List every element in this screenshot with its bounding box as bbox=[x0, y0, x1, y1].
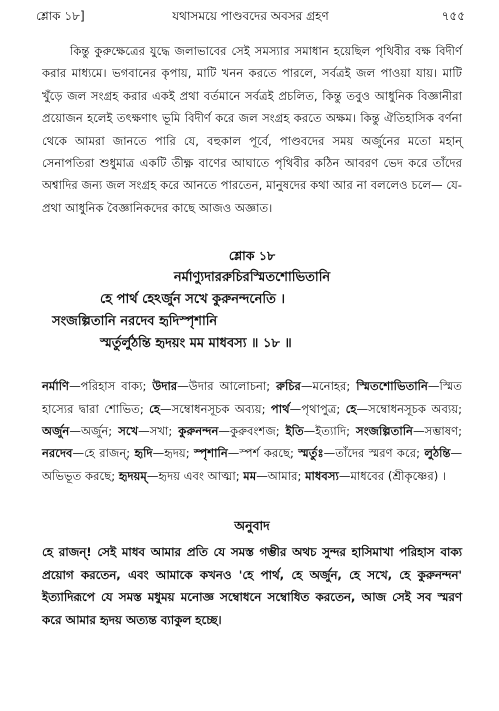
synonym-meaning: পৃথাপুত্র bbox=[301, 401, 337, 416]
verse-line-1: নর্মাণ্যুদাররুচিরস্মিতশোভিতানি bbox=[173, 270, 331, 286]
verse-line-3: সংজল্পিতানি নরদেব হৃদিস্পৃশানি bbox=[52, 314, 218, 330]
synonym-meaning: মাধবের (শ্রীকৃষ্ণের) । bbox=[350, 468, 447, 483]
synonym-word: পার্থ bbox=[270, 401, 290, 416]
synonym-word: অর্জুন bbox=[42, 424, 70, 439]
synonym-meaning: কুরুবংশজ bbox=[230, 424, 276, 439]
synonym-meaning: পরিহাস বাক্য bbox=[80, 379, 143, 394]
synonym-entry: স্মিতশোভিতানি—স্মিত হাস্যের দ্বারা শোভিত bbox=[42, 379, 463, 416]
synonym-entry: মাধবস্য—মাধবের (শ্রীকৃষ্ণের) । bbox=[305, 468, 447, 483]
synonym-entry: লুঠন্তি—অভিভূত করছে bbox=[42, 446, 463, 483]
page-number: ৭৫৫ bbox=[441, 9, 465, 23]
synonym-word: স্মিতশোভিতানি bbox=[356, 379, 428, 394]
synonym-meaning: হৃদয় bbox=[164, 446, 186, 461]
synonym-entry: ইতি—ইত্যাদি bbox=[285, 424, 347, 439]
synonym-word: স্পৃশানি bbox=[193, 446, 228, 461]
synonym-entry: রুচির—মনোহর bbox=[276, 379, 347, 394]
synonym-meaning: হে রাজন্‌ bbox=[84, 446, 127, 461]
purport-paragraph: কিন্তু কুরুক্ষেত্রের যুদ্ধে জলাভাবের সেই সমস্যার সমাধান হয়েছিল পৃথিবীর বক্ষ বিদীর্ণ করার মাধ্যমে। ভগবানের কৃপায়, মাটি খনন করতে পারলে, সর্বত্রই জল পাওয়া যায়। মাটি খুঁড়ে জল সংগ্রহ করার একই প্রথা বর্তমানে সর্বত্রই প্রচলিত, কিন্তু তবুও আধুনিক বিজ্ঞানীরা প্রয়োজন হলেই তৎক্ষণাৎ ভূমি বিদীর্ণ করে জল সংগ্রহ করতে অক্ষম। কিন্তু ঐতিহাসিক বর্ণনা থেকে আমরা জানতে পারি যে, বহুকাল পূর্বে, পাণ্ডবদের সময় অর্জুনের মতো মহান্‌ সেনাপতিরা শুধুমাত্র একটি তীক্ষ্ণ বাণের আঘাতে পৃথিবীর কঠিন আবরণ ভেদ করে তাঁদের অশ্বাদির জন্য জল সংগ্রহ করে আনতে পারতেন, মানুষদের কথা আর না বললেও চলে— যে-প্রথা আধুনিক বৈজ্ঞানিকদের কাছে আজও অজ্ঞাত। bbox=[42, 44, 462, 215]
header-chapter-ref: শ্লোক ১৮] bbox=[36, 9, 85, 23]
synonym-word: উদার bbox=[152, 379, 178, 394]
synonym-meaning: সখা bbox=[149, 424, 169, 439]
synonym-meaning: তাঁদের স্মরণ করে bbox=[335, 446, 417, 461]
synonym-meaning: ইত্যাদি bbox=[315, 424, 347, 439]
synonym-word: হৃদি bbox=[134, 446, 153, 461]
synonym-meaning: উদার আলোচনা bbox=[188, 379, 267, 394]
synonym-entry: হে—সম্বোধনসূচক অব্যয় bbox=[345, 401, 459, 416]
synonym-entry: উদার—উদার আলোচনা bbox=[152, 379, 267, 394]
synonym-meaning: সম্বোধনসূচক অব্যয় bbox=[368, 401, 459, 416]
synonym-entry: মম—আমার bbox=[243, 468, 298, 483]
synonym-word: হে bbox=[345, 401, 357, 416]
synonym-word: নরদেব bbox=[42, 446, 73, 461]
synonym-word: স্মর্তুঃ bbox=[298, 446, 324, 461]
verse-line-4: স্মর্তুর্লুঠন্তি হৃদয়ং মম মাধবস্য ॥ ১৮ ॥ bbox=[100, 336, 292, 352]
synonym-meaning: হৃদয় এবং আত্মা bbox=[158, 468, 236, 483]
synonym-entry: কুরুনন্দন—কুরুবংশজ bbox=[178, 424, 276, 439]
synonym-meaning: স্পর্শ করছে bbox=[239, 446, 290, 461]
synonym-meaning: আমার bbox=[267, 468, 298, 483]
synonym-entry: হৃদয়ম্‌—হৃদয় এবং আত্মা bbox=[118, 468, 236, 483]
translation-paragraph: হে রাজন্‌! সেই মাধব আমার প্রতি যে সমস্ত গম্ভীর অথচ সুন্দর হাসিমাখা পরিহাস বাক্য প্রয়োগ করতেন, এবং আমাকে কখনও 'হে পার্থ, হে অর্জুন, হে সখে, হে কুরুনন্দন' ইত্যাদিরূপে যে সমস্ত মধুময় মনোজ্ঞ সম্বোধনে সম্বোধিত করতেন, আজ সেই সব স্মরণ করে আমার হৃদয় অত্যন্ত ব্যাকুল হচ্ছে। bbox=[42, 545, 462, 627]
synonym-meaning: অর্জুন bbox=[80, 424, 109, 439]
synonym-meaning: স্মিত হাস্যের দ্বারা শোভিত bbox=[42, 379, 463, 416]
synonym-entry: নরদেব—হে রাজন্‌ bbox=[42, 446, 127, 461]
header-title: যথাসময়ে পাণ্ডবদের অবসর গ্রহণ bbox=[172, 9, 329, 23]
synonym-word: মাধবস্য bbox=[305, 468, 339, 483]
synonym-word: সংজল্পিতানি bbox=[356, 424, 413, 439]
synonym-meaning: সম্ভাষণ bbox=[424, 424, 459, 439]
synonym-meaning: সম্বোধনসূচক অব্যয় bbox=[171, 401, 262, 416]
synonym-word: হৃদয়ম্‌ bbox=[118, 468, 147, 483]
synonym-entry: অর্জুন—অর্জুন bbox=[42, 424, 109, 439]
synonym-word: রুচির bbox=[276, 379, 301, 394]
synonym-entry: সখে—সখা bbox=[118, 424, 169, 439]
synonym-word: মম bbox=[243, 468, 257, 483]
synonym-meaning: অভিভূত করছে bbox=[42, 468, 112, 483]
page-header bbox=[36, 6, 465, 26]
synonym-word: কুরুনন্দন bbox=[178, 424, 219, 439]
synonym-word: নর্মাণি bbox=[42, 379, 70, 394]
synonym-entry: পার্থ—পৃথাপুত্র bbox=[270, 401, 337, 416]
synonym-word: ইতি bbox=[285, 424, 304, 439]
synonym-entry: হৃদি—হৃদয় bbox=[134, 446, 186, 461]
synonym-meaning: মনোহর bbox=[312, 379, 347, 394]
synonym-entry: স্মর্তুঃ—তাঁদের স্মরণ করে bbox=[298, 446, 417, 461]
verse-line-2: হে পার্থ হেঽর্জুন সখে কুরুনন্দনেতি । bbox=[100, 292, 286, 308]
synonym-entry: সংজল্পিতানি—সম্ভাষণ bbox=[356, 424, 459, 439]
synonym-word: লুঠন্তি bbox=[424, 446, 451, 461]
page-body bbox=[42, 40, 462, 631]
sloka-heading: শ্লোক ১৮ bbox=[228, 248, 276, 264]
synonym-entry: স্পৃশানি—স্পর্শ করছে bbox=[193, 446, 290, 461]
synonym-entry: নর্মাণি—পরিহাস বাক্য bbox=[42, 379, 143, 394]
synonym-word: সখে bbox=[118, 424, 139, 439]
translation-heading: অনুবাদ bbox=[234, 518, 270, 534]
synonym-word: হে bbox=[149, 401, 160, 416]
synonym-entry: হে—সম্বোধনসূচক অব্যয় bbox=[149, 401, 262, 416]
synonyms-paragraph: নর্মাণি—পরিহাস বাক্য; উদার—উদার আলোচনা; রুচির—মনোহর; স্মিতশোভিতানি—স্মিত হাস্যের দ্বারা শোভিত; হে—সম্বোধনসূচক অব্যয়; পার্থ—পৃথাপুত্র; হে—সম্বোধনসূচক অব্যয়; অর্জুন—অর্জুন; সখে—সখা; কুরুনন্দন—কুরুবংশজ; ইতি—ইত্যাদি; সংজল্পিতানি—সম্ভাষণ; নরদেব—হে রাজন্‌; হৃদি—হৃদয়; স্পৃশানি—স্পর্শ করছে; স্মর্তুঃ—তাঁদের স্মরণ করে; লুঠন্তি—অভিভূত করছে; হৃদয়ম্‌—হৃদয় এবং আত্মা; মম—আমার; মাধবস্য—মাধবের (শ্রীকৃষ্ণের) । bbox=[42, 379, 463, 483]
